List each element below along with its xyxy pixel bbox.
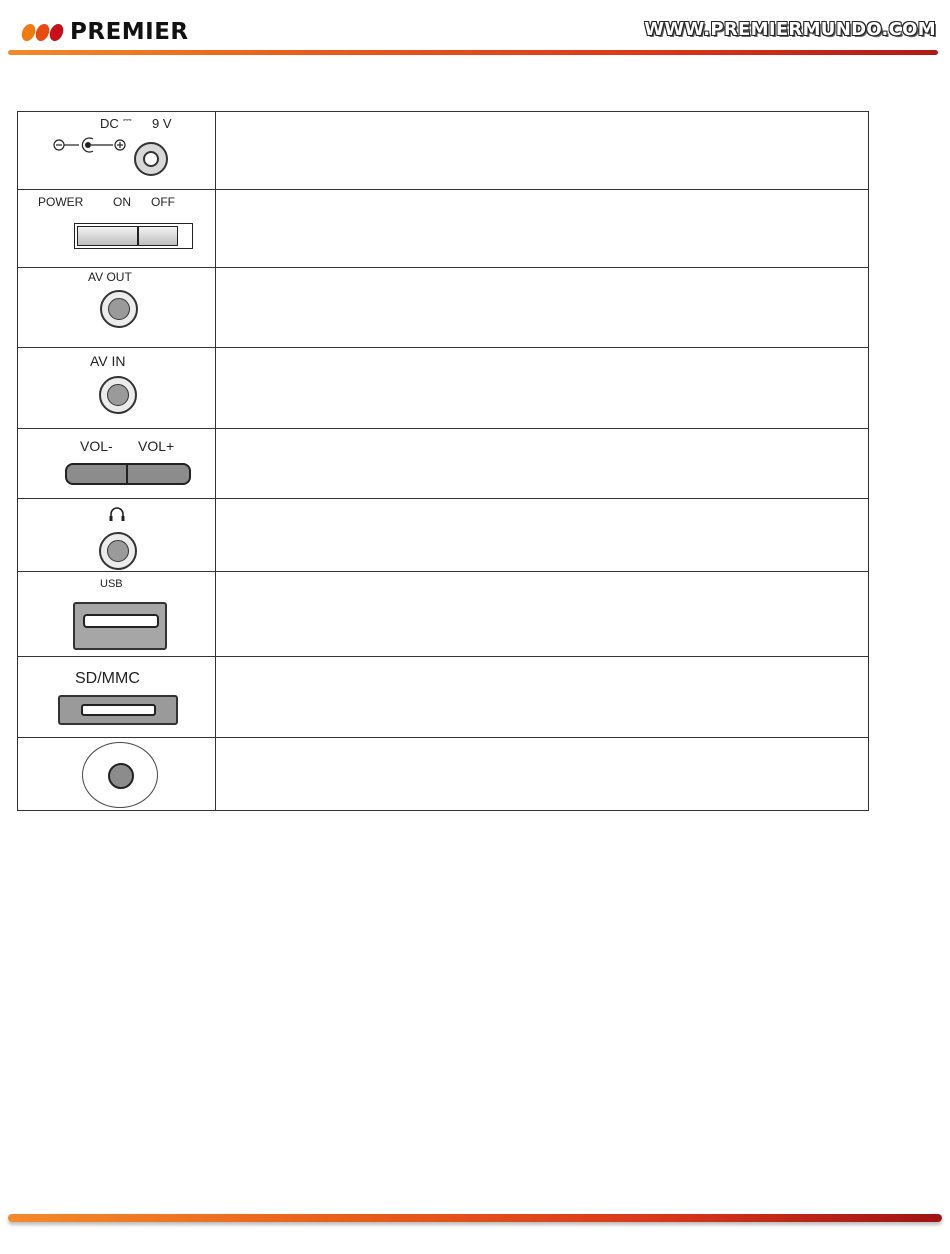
control-knob-icon (82, 742, 158, 808)
brand-name: PREMIER (70, 18, 189, 45)
table-row (18, 499, 869, 572)
table-row (18, 429, 869, 499)
voltage-label: 9 V (152, 116, 172, 131)
power-switch-icon (74, 223, 193, 249)
page-header (0, 0, 950, 70)
port-description (216, 348, 869, 429)
table-row (18, 657, 869, 738)
dc-power-jack-icon (134, 142, 168, 176)
dc-symbol-label: ⎓ (123, 114, 132, 126)
port-description (216, 499, 869, 572)
usb-port-icon (73, 602, 167, 650)
headphones-icon (108, 505, 126, 523)
av-in-jack-icon (99, 376, 137, 414)
premier-logo (22, 18, 189, 46)
port-icon-cell (18, 268, 216, 348)
headphone-jack-icon (99, 532, 137, 570)
table-row (18, 572, 869, 657)
port-description (216, 112, 869, 190)
footer-divider (8, 1214, 942, 1222)
port-icon-cell (18, 348, 216, 429)
port-icon-cell (18, 190, 216, 268)
port-description (216, 572, 869, 657)
av-in-label: AV IN (90, 353, 126, 369)
port-icon-cell (18, 112, 216, 190)
table-row (18, 112, 869, 190)
sd-mmc-slot-icon (58, 695, 178, 725)
sd-mmc-label: SD/MMC (75, 670, 140, 687)
port-description (216, 429, 869, 499)
port-icon-cell (18, 738, 216, 811)
usb-label: USB (100, 578, 123, 590)
av-out-label: AV OUT (88, 270, 132, 284)
vol-up-label: VOL+ (138, 438, 175, 454)
power-label: POWER (38, 195, 84, 209)
port-icon-cell (18, 657, 216, 738)
port-icon-cell (18, 429, 216, 499)
table-row (18, 348, 869, 429)
on-label: ON (113, 195, 131, 209)
header-divider (8, 50, 938, 55)
port-icon-cell (18, 499, 216, 572)
port-description (216, 190, 869, 268)
ports-table (17, 111, 869, 811)
dc-label: DC (100, 116, 119, 131)
table-row (18, 190, 869, 268)
table-row (18, 738, 869, 811)
website-url: WWW.PREMIERMUNDO.COM (644, 19, 936, 40)
port-description (216, 738, 869, 811)
off-label: OFF (151, 195, 175, 209)
port-description (216, 268, 869, 348)
av-out-jack-icon (100, 290, 138, 328)
table-row (18, 268, 869, 348)
polarity-icon (53, 137, 135, 153)
vol-down-label: VOL- (80, 438, 113, 454)
volume-buttons-icon (65, 463, 191, 485)
port-icon-cell (18, 572, 216, 657)
logo-dots-icon (22, 24, 64, 41)
port-description (216, 657, 869, 738)
